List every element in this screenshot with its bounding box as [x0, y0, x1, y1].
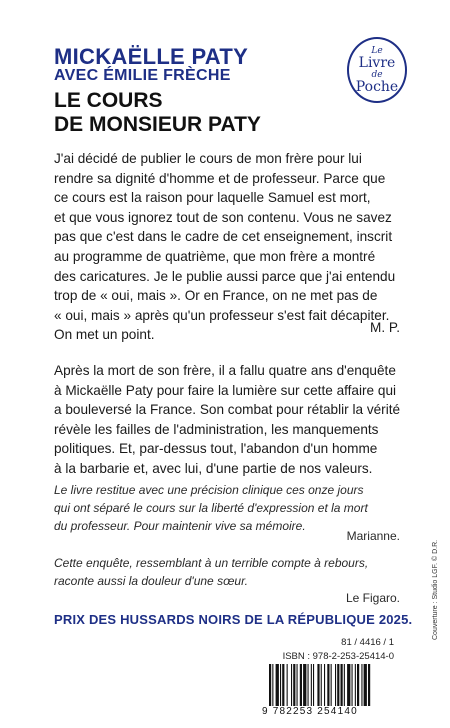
barcode-bar: [287, 664, 288, 706]
barcode-bar: [300, 664, 302, 706]
barcode-bar: [364, 664, 367, 706]
barcode-bar: [317, 664, 319, 706]
barcode-bar: [321, 664, 322, 706]
barcode-bar: [276, 664, 279, 706]
press-line: Cette enquête, ressemblant à un terrible compte à rebours,: [54, 556, 369, 570]
quote-line: trop de « oui, mais ». Or en France, on ne met pas de: [54, 288, 378, 304]
barcode-bar: [357, 664, 359, 706]
barcode-bar: [313, 664, 314, 706]
barcode-bar: [324, 664, 325, 706]
quote-line: « oui, mais » après qu'un professeur s'est fait décapiter.: [54, 307, 390, 323]
book-title: [54, 89, 261, 137]
barcode-bar: [297, 664, 298, 706]
quote-line: des caricatures. Je le publie aussi parce que j'ai entendu: [54, 268, 396, 284]
publisher-logo: [347, 37, 407, 103]
barcode-bar: [311, 664, 312, 706]
barcode-bar: [352, 664, 353, 706]
author-quote: [54, 149, 404, 345]
barcode-bar: [344, 664, 345, 706]
barcode-bar: [282, 664, 284, 706]
prize-line: PRIX DES HUSSARDS NOIRS DE LA RÉPUBLIQUE 2025.: [54, 612, 413, 627]
quote-line: ce cours est la raison pour laquelle Samuel est mort,: [54, 190, 371, 206]
press-line: qui ont séparé le cours sur la liberté d'expression et la mort: [54, 501, 368, 515]
barcode-bar: [368, 664, 370, 706]
quote-line: et que vous ignorez tout de son contenu. Vous ne savez: [54, 209, 392, 225]
summary-line: a bouleversé la France. Son combat pour rétablir la vérité: [54, 402, 401, 418]
barcode-bar: [355, 664, 356, 706]
press-line: raconte aussi la douleur d'une sœur.: [54, 574, 248, 588]
press-line: du professeur. Pour maintenir vive sa mémoire.: [54, 519, 306, 533]
summary-line: politiques. Et, par-dessus tout, l'abandon d'un homme: [54, 441, 378, 457]
barcode-bar: [293, 664, 295, 706]
barcode-bar: [269, 664, 271, 706]
quote-line: rendre sa dignité d'homme et de professeur. Parce que: [54, 170, 386, 186]
summary-line: Après la mort de son frère, il a fallu quatre ans d'enquête: [54, 363, 396, 378]
barcode-bar: [347, 664, 350, 706]
logo-de: de: [371, 70, 383, 80]
book-summary: [54, 361, 404, 479]
barcode-bar: [303, 664, 306, 706]
quote-signature: M. P.: [370, 320, 400, 335]
barcode-bar: [272, 664, 273, 706]
barcode-bar: [327, 664, 329, 706]
logo-livre: Livre: [358, 55, 396, 71]
barcode-bar: [280, 664, 281, 706]
barcode-bar: [331, 664, 332, 706]
press-source-figaro: Le Figaro.: [345, 591, 400, 605]
press-line: Le livre restitue avec une précision clinique ces onze jours: [54, 483, 364, 497]
summary-line: à la barbarie et, avec lui, d'une partie de nos valeurs.: [54, 460, 373, 476]
barcode-graphic: [269, 664, 409, 706]
catalog-code: 81 / 4416 / 1: [341, 637, 394, 648]
barcode-bar: [361, 664, 362, 706]
press-quote-marianne: [54, 481, 404, 535]
barcode-bar: [341, 664, 343, 706]
press-quote-figaro: [54, 554, 404, 590]
barcode-digits: 9 782253 254140: [262, 706, 358, 717]
logo-le: Le: [371, 46, 383, 56]
quote-line: au programme de quatrième, que mon frère a montré: [54, 248, 376, 264]
barcode-bar: [337, 664, 339, 706]
quote-line: On met un point.: [54, 327, 155, 343]
quote-line: pas que c'est dans le cadre de cet enseignement, inscrit: [54, 229, 393, 245]
title-line-2: DE MONSIEUR PATY: [54, 113, 261, 136]
summary-line: à Mickaëlle Paty pour faire la lumière sur cette affaire qui: [54, 382, 397, 398]
cover-credit: Couverture : Studio LGF. © D.R.: [432, 539, 439, 640]
author-name: MICKAËLLE PATY: [54, 44, 249, 69]
summary-line: révèle les failles de l'administration, les manquements: [54, 421, 379, 437]
quote-line: J'ai décidé de publier le cours de mon frère pour lui: [54, 151, 362, 166]
barcode-bar: [308, 664, 309, 706]
barcode-bar: [335, 664, 336, 706]
press-source-marianne: Marianne.: [346, 529, 400, 543]
coauthor-name: AVEC ÉMILIE FRÈCHE: [54, 67, 231, 84]
barcode-bar: [291, 664, 292, 706]
isbn-text: ISBN : 978-2-253-25414-0: [282, 651, 394, 662]
title-line-1: LE COURS: [54, 89, 163, 112]
logo-poche: Poche: [355, 79, 399, 95]
